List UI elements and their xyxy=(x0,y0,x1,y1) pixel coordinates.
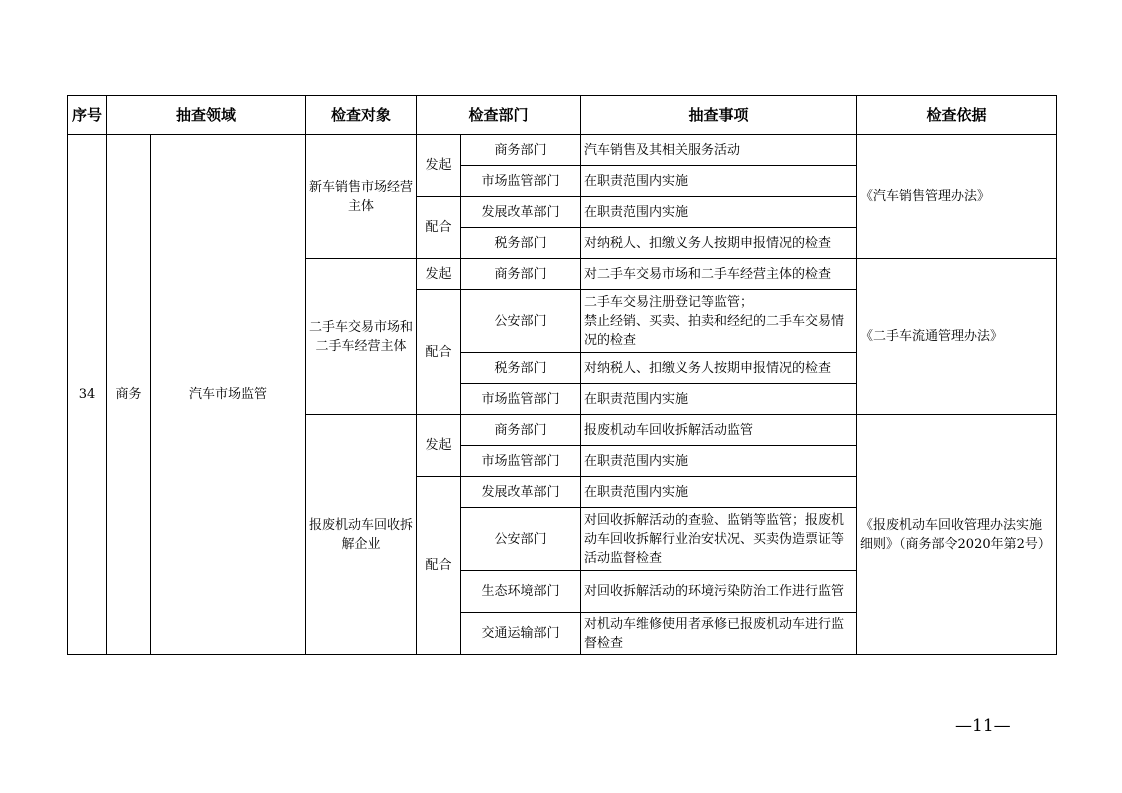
dept-cell: 税务部门 xyxy=(461,228,581,259)
item-cell: 对纳税人、扣缴义务人按期申报情况的检查 xyxy=(581,353,857,384)
launch-label: 发起 xyxy=(417,135,461,197)
domain-sub-cell: 汽车市场监管 xyxy=(151,135,306,655)
header-domain: 抽查领域 xyxy=(107,96,306,135)
table-row xyxy=(68,135,1057,166)
dept-cell: 商务部门 xyxy=(461,259,581,290)
header-basis: 检查依据 xyxy=(857,96,1057,135)
launch-label: 发起 xyxy=(417,415,461,477)
basis-cell: 《二手车流通管理办法》 xyxy=(857,259,1057,415)
header-dept: 检查部门 xyxy=(417,96,581,135)
seq-cell: 34 xyxy=(68,135,107,655)
dept-cell: 商务部门 xyxy=(461,135,581,166)
dept-cell: 税务部门 xyxy=(461,353,581,384)
item-cell: 对机动车维修使用者承修已报废机动车进行监督检查 xyxy=(581,613,857,655)
item-cell: 在职责范围内实施 xyxy=(581,197,857,228)
header-seq: 序号 xyxy=(68,96,107,135)
item-cell: 报废机动车回收拆解活动监管 xyxy=(581,415,857,446)
object-cell: 新车销售市场经营主体 xyxy=(306,135,417,259)
item-cell: 对回收拆解活动的环境污染防治工作进行监管 xyxy=(581,571,857,613)
header-object: 检查对象 xyxy=(306,96,417,135)
item-cell: 在职责范围内实施 xyxy=(581,166,857,197)
item-cell: 汽车销售及其相关服务活动 xyxy=(581,135,857,166)
launch-label: 发起 xyxy=(417,259,461,290)
domain-main-cell: 商务 xyxy=(107,135,151,655)
dept-cell: 公安部门 xyxy=(461,508,581,571)
dept-cell: 发展改革部门 xyxy=(461,197,581,228)
dept-cell: 商务部门 xyxy=(461,415,581,446)
coop-label: 配合 xyxy=(417,197,461,259)
object-cell: 报废机动车回收拆解企业 xyxy=(306,415,417,655)
basis-cell: 《汽车销售管理办法》 xyxy=(857,135,1057,259)
inspection-table xyxy=(67,95,1057,655)
coop-label: 配合 xyxy=(417,477,461,655)
dept-cell: 交通运输部门 xyxy=(461,613,581,655)
item-cell: 在职责范围内实施 xyxy=(581,384,857,415)
dept-cell: 公安部门 xyxy=(461,290,581,353)
coop-label: 配合 xyxy=(417,290,461,415)
item-cell xyxy=(581,290,857,353)
item-cell: 在职责范围内实施 xyxy=(581,477,857,508)
item-line: 禁止经销、买卖、拍卖和经纪的二手车交易情况的检查 xyxy=(584,313,845,348)
header-row xyxy=(68,96,1057,135)
basis-cell: 《报废机动车回收管理办法实施细则》（商务部令2020年第2号） xyxy=(857,415,1057,655)
dept-cell: 市场监管部门 xyxy=(461,166,581,197)
dept-cell: 市场监管部门 xyxy=(461,384,581,415)
header-item: 抽查事项 xyxy=(581,96,857,135)
item-cell: 对二手车交易市场和二手车经营主体的检查 xyxy=(581,259,857,290)
dept-cell: 生态环境部门 xyxy=(461,571,581,613)
dept-cell: 市场监管部门 xyxy=(461,446,581,477)
object-cell: 二手车交易市场和二手车经营主体 xyxy=(306,259,417,415)
item-cell: 对纳税人、扣缴义务人按期申报情况的检查 xyxy=(581,228,857,259)
page-number: —11— xyxy=(955,716,1011,736)
item-cell: 在职责范围内实施 xyxy=(581,446,857,477)
item-line: 二手车交易注册登记等监管； xyxy=(584,294,754,310)
item-cell: 对回收拆解活动的查验、监销等监管；报废机动车回收拆解行业治安状况、买卖伪造票证等活动监督检查 xyxy=(581,508,857,571)
dept-cell: 发展改革部门 xyxy=(461,477,581,508)
